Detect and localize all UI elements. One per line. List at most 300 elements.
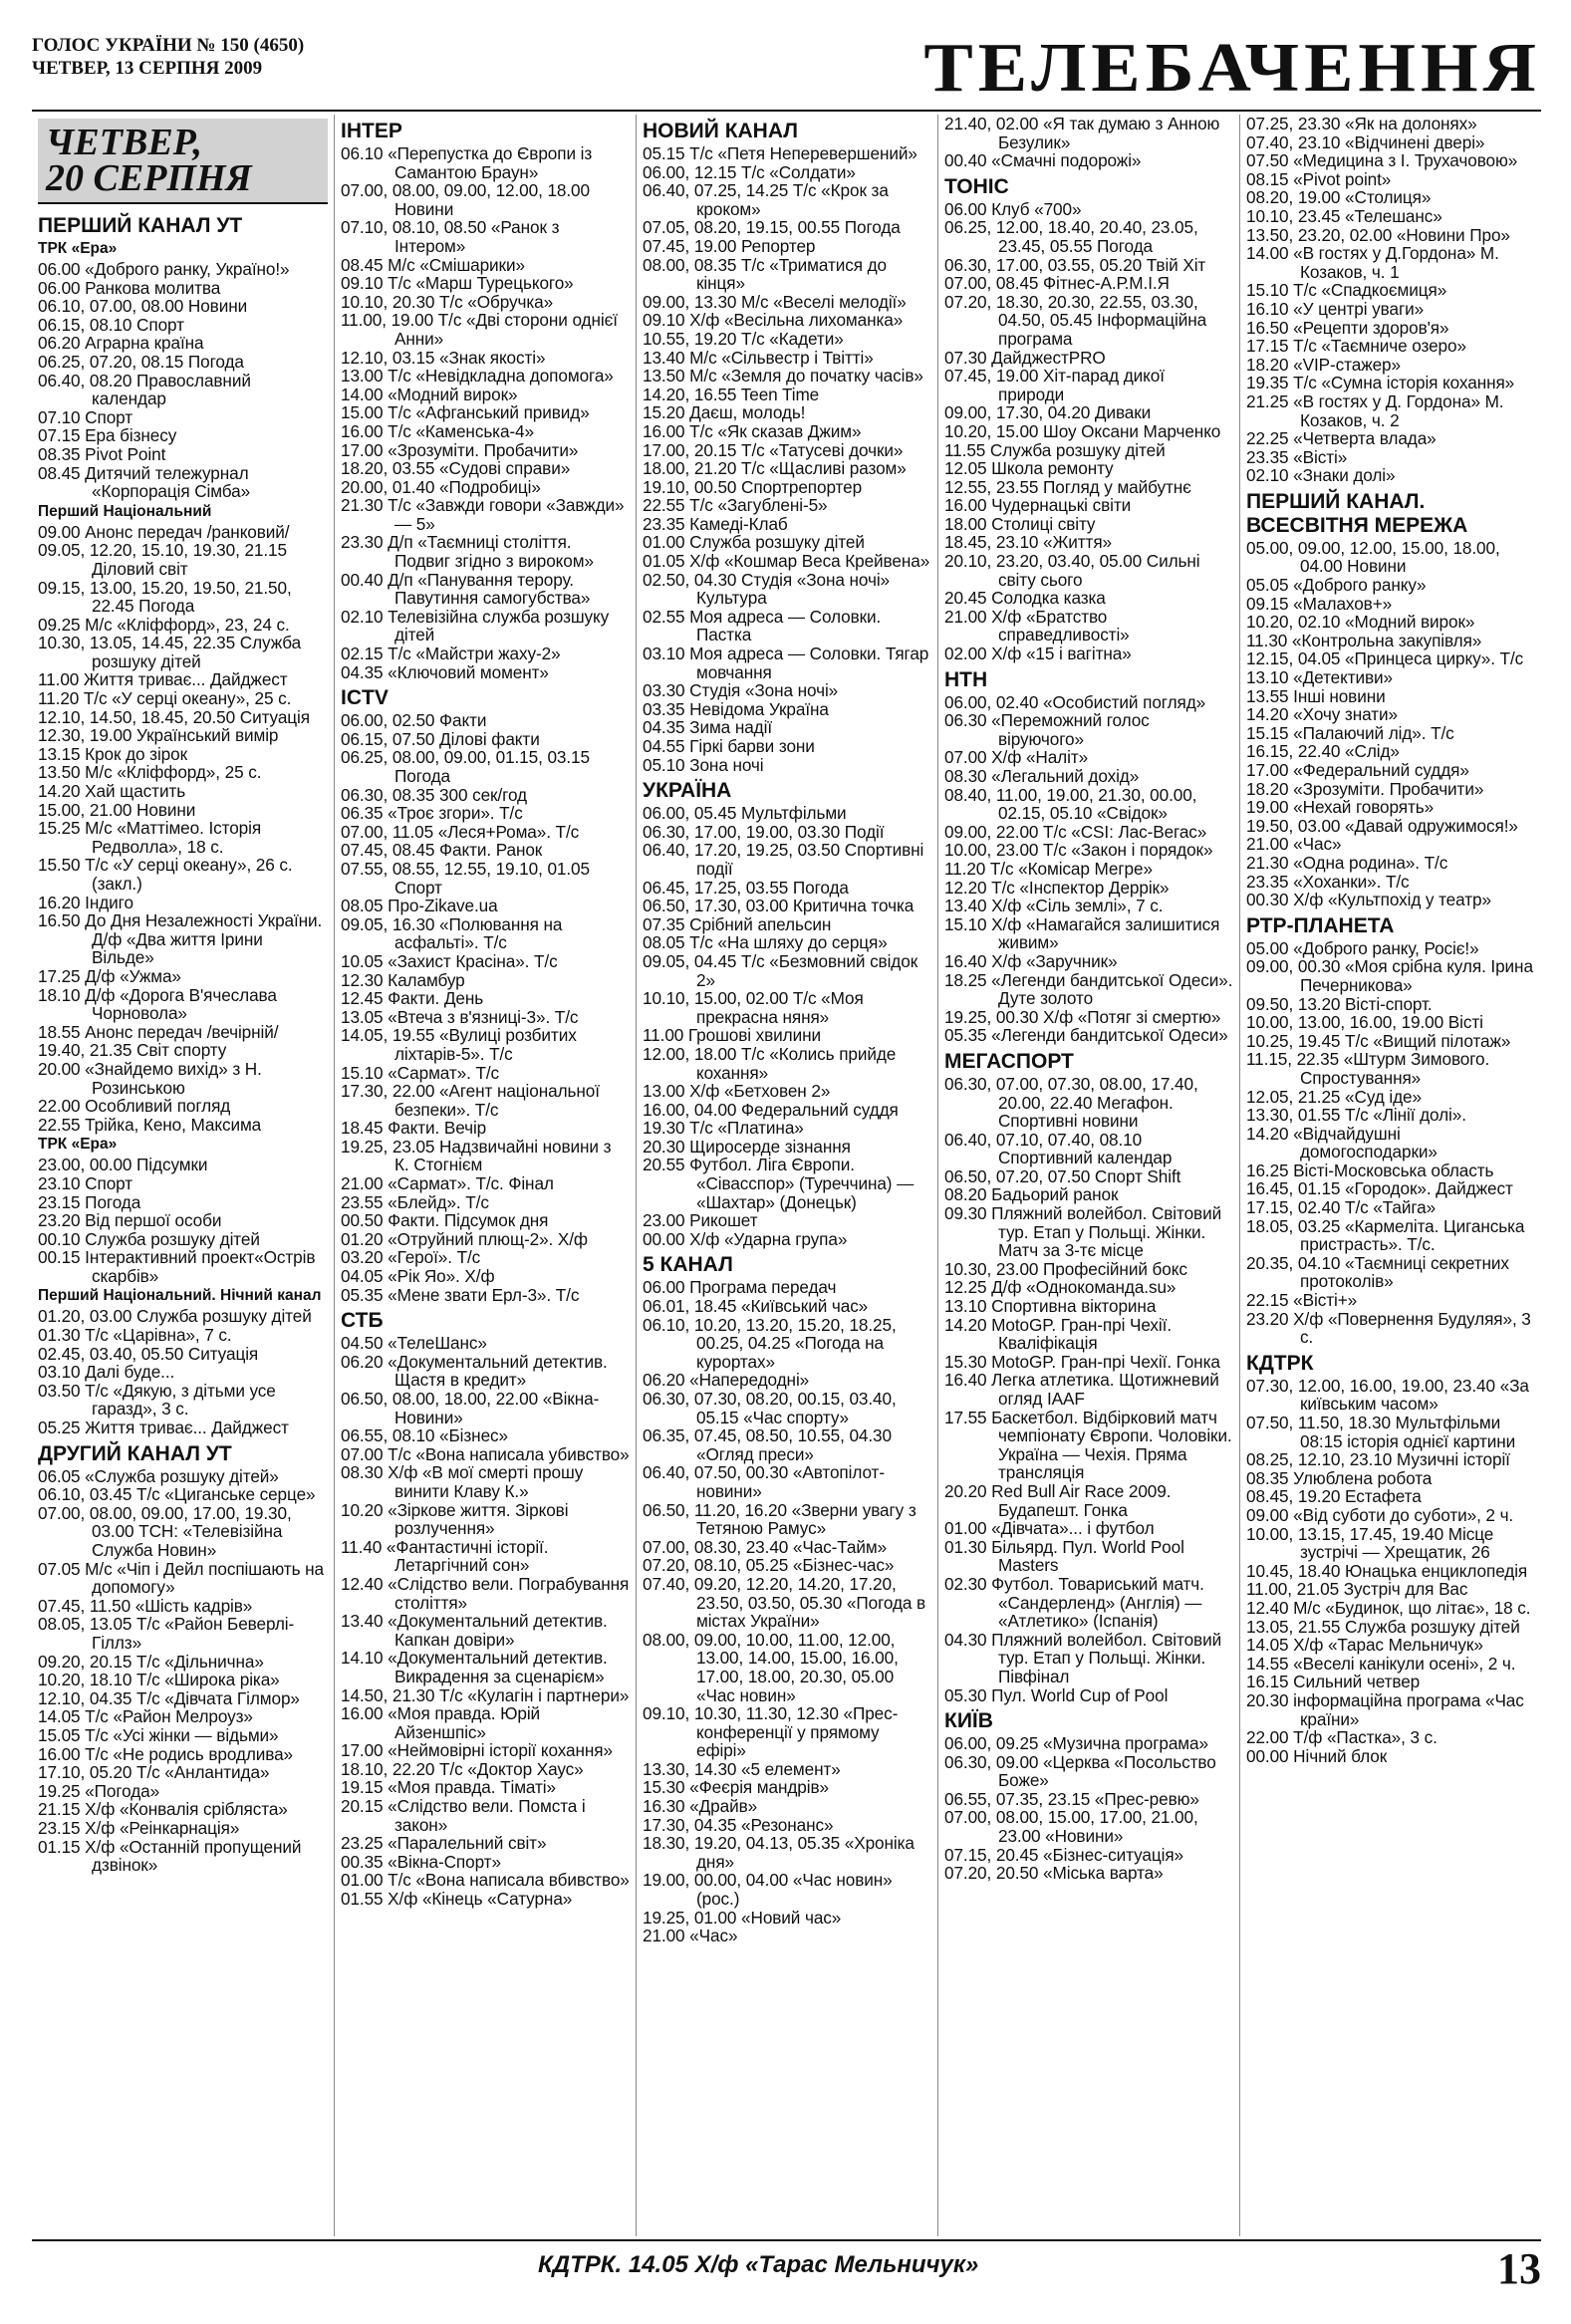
program-item: 20.35, 04.10 «Таємниці секретних протоколів»: [1246, 1252, 1509, 1292]
program-item: 12.25 Д/ф «Однокоманда.su»: [944, 1277, 1177, 1298]
program-item: 06.10 «Перепустка до Європи із Самантою Браун»: [341, 143, 593, 182]
program-item: 13.30, 01.55 Т/с «Лінії долі».: [1246, 1105, 1466, 1126]
program-item: 07.20, 18.30, 20.30, 22.55, 03.30, 04.50, 05.45 Інформаційна програма: [944, 291, 1207, 349]
program-item: 07.45, 11.50 «Шість кадрів»: [38, 1595, 253, 1616]
program-item: 02.30 Футбол. Товариський матч. «Сандерленд» (Англія) — «Атлетико» (Іспанія): [944, 1573, 1204, 1632]
program-item: 06.00 Програма передач: [643, 1277, 837, 1298]
program-item: 17.00 «Неймовірні історії кохання»: [341, 1740, 613, 1761]
program-item: 06.55, 07.35, 23.15 «Прес-ревю»: [944, 1788, 1199, 1809]
program-item: 12.55, 23.55 Погляд у майбутнє: [944, 476, 1191, 497]
program-item: 20.55 Футбол. Ліга Європи. «Сівасспор» (Туреччина) — «Шахтар» (Донецьк): [643, 1155, 915, 1212]
program-item: 02.55 Моя адреса — Соловки. Пастка: [643, 606, 882, 646]
program-item: 10.55, 19.20 Т/с «Кадети»: [643, 328, 844, 349]
program-item: 10.05 «Захист Красіна». Т/с: [341, 950, 558, 971]
program-item: 13.10 «Детективи»: [1246, 667, 1393, 688]
program-item: 18.20, 03.55 «Судові справи»: [341, 458, 571, 479]
program-item: 05.10 Зона ночі: [643, 754, 764, 775]
program-item: 12.10, 03.15 «Знак якості»: [341, 347, 546, 368]
program-item: 09.00 «Від суботи до суботи», 2 ч.: [1246, 1504, 1514, 1525]
program-item: 12.15, 04.05 «Принцеса цирку». Т/с: [1246, 648, 1524, 669]
channel-heading: УКРАЇНА: [643, 779, 732, 803]
program-item: 15.00, 21.00 Новини: [38, 799, 196, 820]
program-item: 21.30 «Одна родина». Т/с: [1246, 852, 1448, 873]
program-item: 09.15, 13.00, 15.20, 19.50, 21.50, 22.45 Погода: [38, 577, 292, 617]
program-item: 21.40, 02.00 «Я так думаю з Анною Безулик»: [944, 115, 1220, 152]
program-item: 13.00 Т/с «Невідкладна допомога»: [341, 366, 614, 387]
program-item: 10.20, 18.10 Т/с «Широка ріка»: [38, 1670, 280, 1690]
program-item: 14.50, 21.30 Т/с «Кулагін і партнери»: [341, 1684, 630, 1705]
program-item: 05.25 Життя триває... Дайджест: [38, 1418, 289, 1438]
program-item: 00.40 «Смачні подорожі»: [944, 150, 1142, 171]
program-item: 01.00 Т/с «Вона написала вбивство»: [341, 1870, 630, 1891]
program-item: 02.15 Т/с «Майстри жаху-2»: [341, 644, 561, 664]
program-item: 16.00 Чудернацькі світи: [944, 495, 1132, 516]
program-item: 10.00, 13.00, 16.00, 19.00 Вісті: [1246, 1012, 1483, 1033]
program-item: 07.00 Т/с «Вона написала убивство»: [341, 1443, 630, 1464]
program-item: 22.55 Трійка, Кено, Максима: [38, 1114, 262, 1135]
channel-heading: КДТРК: [1246, 1351, 1314, 1375]
program-item: 07.15, 20.45 «Бізнес-ситуація»: [944, 1844, 1184, 1865]
channel-heading: ПЕРШИЙ КАНАЛ УТ: [38, 214, 243, 237]
program-item: 12.45 Факти. День: [341, 988, 484, 1009]
program-item: 14.05, 19.55 «Вулиці розбитих ліхтарів-5». Т/с: [341, 1025, 577, 1064]
program-item: 05.35 «Мене звати Ерл-3». Т/с: [341, 1284, 580, 1305]
channel-heading: 5 КАНАЛ: [643, 1253, 733, 1277]
program-item: 16.25 Вісті-Московська область: [1246, 1160, 1494, 1180]
program-item: 03.20 «Герої». Т/с: [341, 1247, 481, 1268]
program-item: 10.00, 13.15, 17.45, 19.40 Місце зустрічі — Хрещатик, 26: [1246, 1523, 1494, 1563]
program-item: 18.05, 03.25 «Кармеліта. Циганська пристрасть». Т/с.: [1246, 1215, 1525, 1255]
program-item: 13.05, 21.55 Служба розшуку дітей: [1246, 1616, 1520, 1637]
program-item: 03.10 Моя адреса — Соловки. Тягар мовчання: [643, 644, 929, 682]
program-item: 12.20 Т/с «Інспектор Деррік»: [944, 877, 1170, 898]
program-item: 18.10 Д/ф «Дорога В'ячеслава Чорновола»: [38, 984, 277, 1024]
program-item: 06.15, 07.50 Ділові факти: [341, 728, 540, 749]
program-item: 13.10 Спортивна вікторина: [944, 1296, 1157, 1317]
program-item: 05.15 Т/с «Петя Неперевершений»: [643, 143, 917, 163]
program-item: 08.30 Х/ф «В мої смерті прошу винити Клаву К.»: [341, 1462, 584, 1501]
program-item: 12.40 М/с «Будинок, що літає», 18 с.: [1246, 1597, 1531, 1618]
program-item: 09.30 Пляжний волейбол. Світовий тур. Етап у Польщі. Жінки. Матч за 3-тє місце: [944, 1203, 1222, 1261]
program-item: 15.30 MotoGP. Гран-прі Чехії. Гонка: [944, 1351, 1220, 1372]
program-item: 05.05 «Доброго ранку»: [1246, 575, 1427, 596]
program-item: 06.00 Ранкова молитва: [38, 277, 221, 298]
program-item: 06.30 «Переможний голос віруючого»: [944, 710, 1150, 749]
program-item: 08.45, 19.20 Естафета: [1246, 1486, 1422, 1507]
program-item: 21.15 Х/ф «Конвалія срібляста»: [38, 1799, 288, 1820]
program-item: 16.45, 01.15 «Городок». Дайджест: [1246, 1178, 1513, 1199]
program-item: 06.00 Клуб «700»: [944, 198, 1082, 219]
program-item: 15.30 «Феєрія мандрів»: [643, 1777, 829, 1798]
program-item: 18.30, 19.20, 04.13, 05.35 «Хроніка дня»: [643, 1833, 915, 1872]
program-item: 09.00, 22.00 Т/с «CSI: Лас-Вегас»: [944, 821, 1207, 842]
program-item: 09.50, 13.20 Вісті-спорт.: [1246, 993, 1433, 1014]
program-item: 06.10, 07.00, 08.00 Новини: [38, 296, 248, 317]
program-item: 19.10, 00.50 Спортрепортер: [643, 476, 863, 497]
program-item: 00.35 «Вікна-Спорт»: [341, 1851, 501, 1872]
program-item: 14.00 «Модний вирок»: [341, 384, 518, 404]
program-item: 07.00, 11.05 «Леся+Рома». Т/с: [341, 821, 580, 842]
program-item: 19.50, 03.00 «Давай одружимося!»: [1246, 815, 1518, 836]
program-item: 00.10 Служба розшуку дітей: [38, 1228, 260, 1249]
program-item: 19.00 «Нехай говорять»: [1246, 797, 1435, 818]
program-item: 15.10 «Сармат». Т/с: [341, 1062, 500, 1083]
channel-subheading: ТРК «Ера»: [38, 240, 118, 257]
program-item: 14.20 Хай щастить: [38, 781, 186, 802]
program-item: 06.40, 17.20, 19.25, 03.50 Спортивні події: [643, 840, 924, 879]
issue-date: ЧЕТВЕР, 13 СЕРПНЯ 2009: [32, 58, 263, 79]
program-item: 18.20 «Зрозуміти. Пробачити»: [1246, 778, 1484, 799]
program-item: 07.30 ДайджестPRO: [944, 347, 1106, 368]
program-item: 15.15 «Палаючий лід». Т/с: [1246, 722, 1454, 743]
program-item: 15.50 Т/с «У серці океану», 26 с. (закл.): [38, 855, 293, 894]
program-item: 23.20 Х/ф «Повернення Будуляя», 3 с.: [1246, 1308, 1531, 1348]
program-item: 19.15 «Моя правда. Тіматі»: [341, 1777, 556, 1798]
program-item: 16.00 «Моя правда. Юрій Айзеншпіс»: [341, 1703, 541, 1742]
program-item: 04.35 «Ключовий момент»: [341, 661, 549, 682]
program-item: 20.00 «Знайдемо вихід» з Н. Розинською: [38, 1058, 262, 1098]
program-item: 18.00 Столиці світу: [944, 513, 1096, 534]
program-item: 06.10, 10.20, 13.20, 15.20, 18.25, 00.25, 04.25 «Погода на курортах»: [643, 1314, 897, 1372]
program-item: 13.00 Х/ф «Бетховен 2»: [643, 1081, 831, 1102]
program-item: 06.40, 08.20 Православний календар: [38, 370, 251, 409]
program-item: 07.45, 19.00 Репортер: [643, 235, 816, 256]
program-item: 21.00 Х/ф «Братство справедливості»: [944, 606, 1130, 646]
program-item: 17.00 «Зрозуміти. Пробачити»: [341, 439, 579, 460]
program-item: 10.10, 15.00, 02.00 Т/с «Моя прекрасна няня»: [643, 988, 864, 1027]
program-item: 09.10, 10.30, 11.30, 12.30 «Прес-конференції у прямому ефірі»: [643, 1703, 899, 1761]
channel-heading: РТР-ПЛАНЕТА: [1246, 913, 1395, 937]
masthead: [32, 30, 1541, 112]
program-item: 07.55, 08.55, 12.55, 19.10, 01.05 Спорт: [341, 858, 590, 898]
program-item: 10.25, 19.45 Т/с «Вищий пілотаж»: [1246, 1030, 1511, 1051]
program-item: 08.00, 08.35 Т/с «Триматися до кінця»: [643, 254, 887, 294]
program-item: 11.55 Служба розшуку дітей: [944, 439, 1166, 460]
program-item: 07.45, 08.45 Факти. Ранок: [341, 840, 543, 861]
program-item: 19.25, 01.00 «Новий час»: [643, 1907, 842, 1928]
program-item: 02.50, 04.30 Студія «Зона ночі» Культура: [643, 569, 891, 609]
program-item: 22.25 «Четверта влада»: [1246, 428, 1437, 449]
program-item: 16.40 Легка атлетика. Щотижневий огляд IAAF: [944, 1370, 1219, 1409]
program-item: 09.00 Анонс передач /ранковий/: [38, 521, 290, 542]
program-item: 07.40, 09.20, 12.20, 14.20, 17.20, 23.50, 03.50, 05.30 «Погода в містах України»: [643, 1573, 926, 1632]
program-item: 16.40 Х/ф «Заручник»: [944, 950, 1118, 971]
program-item: 14.20, 16.55 Teen Time: [643, 384, 820, 404]
program-item: 16.15, 22.40 «Слід»: [1246, 741, 1400, 762]
program-item: 18.00, 21.20 Т/с «Щасливі разом»: [643, 458, 907, 479]
program-item: 18.45 Факти. Вечір: [341, 1118, 487, 1139]
program-item: 11.15, 22.35 «Штурм Зимового. Спростування»: [1246, 1049, 1490, 1088]
program-item: 12.05, 21.25 «Суд іде»: [1246, 1086, 1422, 1107]
program-item: 23.35 Камеді-Клаб: [643, 513, 788, 534]
program-item: 21.00 «Сармат». Т/с. Фінал: [341, 1173, 554, 1194]
program-item: 06.45, 17.25, 03.55 Погода: [643, 877, 849, 898]
program-item: 07.00, 08.00, 09.00, 12.00, 18.00 Новини: [341, 180, 590, 219]
program-item: 08.30 «Легальний дохід»: [944, 766, 1140, 786]
footer-highlight: КДТРК. 14.05 Х/ф «Тарас Мельничук»: [538, 2251, 979, 2278]
program-item: 06.50, 07.20, 07.50 Спорт Shift: [944, 1165, 1181, 1186]
program-item: 07.25, 23.30 «Як на долонях»: [1246, 115, 1477, 133]
program-item: 16.00, 04.00 Федеральний суддя: [643, 1099, 899, 1120]
program-item: 14.20 «Хочу знати»: [1246, 704, 1398, 725]
program-item: 19.25, 23.05 Надзвичайні новини з К. Стогнієм: [341, 1136, 612, 1175]
program-item: 02.00 Х/ф «15 і вагітна»: [944, 644, 1132, 664]
section-title: ТЕЛЕБАЧЕННЯ: [923, 29, 1541, 107]
program-item: 07.00, 08.45 Фітнес-А.Р.М.І.Я: [944, 273, 1170, 294]
program-item: 11.20 Т/с «У серці океану», 25 с.: [38, 688, 292, 709]
program-item: 07.00 Х/ф «Наліт»: [944, 747, 1089, 768]
channel-heading: МЕГАСПОРТ: [944, 1049, 1074, 1073]
channel-heading: ІНТЕР: [341, 120, 402, 142]
program-item: 08.40, 11.00, 19.00, 21.30, 00.00, 02.15, 05.10 «Свідок»: [944, 784, 1197, 824]
program-item: 05.00, 09.00, 12.00, 15.00, 18.00, 04.00 Новини: [1246, 537, 1500, 577]
program-item: 13.50, 23.20, 02.00 «Новини Про»: [1246, 224, 1510, 245]
program-item: 18.10, 22.20 Т/с «Доктор Хаус»: [341, 1758, 584, 1779]
channel-heading: ПЕРШИЙ КАНАЛ. ВСЕСВІТНЯ МЕРЕЖА: [1246, 489, 1468, 537]
program-item: 11.30 «Контрольна закупівля»: [1246, 630, 1482, 650]
program-item: 16.30 «Драйв»: [643, 1796, 758, 1817]
program-item: 04.55 Гіркі барви зони: [643, 736, 815, 756]
program-item: 06.00 «Доброго ранку, Україно!»: [38, 259, 290, 279]
program-item: 12.00, 18.00 Т/с «Колись прийде кохання»: [643, 1043, 897, 1083]
program-item: 12.05 Школа ремонту: [944, 458, 1114, 479]
program-item: 07.20, 20.50 «Міська варта»: [944, 1863, 1164, 1884]
program-item: 16.00 Т/с «Як сказав Джим»: [643, 420, 862, 441]
program-item: 06.50, 11.20, 16.20 «Зверни увагу з Тетяною Рамус»: [643, 1499, 916, 1539]
program-item: 17.30, 04.35 «Резонанс»: [643, 1814, 834, 1835]
program-item: 11.00, 21.05 Зустріч для Вас: [1246, 1579, 1468, 1600]
program-item: 23.15 Х/ф «Реінкарнація»: [38, 1817, 240, 1838]
program-item: 10.30, 13.05, 14.45, 22.35 Служба розшуку дітей: [38, 633, 302, 671]
program-item: 01.20 «Отруйний плющ-2». Х/ф: [341, 1228, 588, 1249]
program-item: 22.00 Особливий погляд: [38, 1096, 231, 1117]
program-item: 20.20 Red Bull Air Race 2009. Будапешт. Гонка: [944, 1480, 1172, 1520]
program-item: 20.15 «Слідство вели. Помста і закон»: [341, 1796, 586, 1835]
program-item: 23.35 «Хоханки». Т/с: [1246, 871, 1410, 892]
program-item: 16.00 Т/с «Не родись вродлива»: [38, 1743, 294, 1764]
program-item: 17.10, 05.20 Т/с «Анлантида»: [38, 1762, 270, 1783]
program-item: 09.05, 04.45 Т/с «Безмовний свідок 2»: [643, 950, 918, 990]
program-item: 03.35 Невідома Україна: [643, 698, 829, 719]
page-footer: [32, 2239, 1541, 2301]
program-item: 04.05 «Рік Яо». Х/ф: [341, 1266, 495, 1287]
program-item: 07.35 Срібний апельсин: [643, 913, 832, 934]
program-item: 11.00 Грошові хвилини: [643, 1025, 821, 1046]
tv-schedule: [32, 115, 1541, 2236]
program-item: 06.15, 08.10 Спорт: [38, 314, 184, 335]
program-item: 21.00 «Час»: [1246, 834, 1342, 855]
program-item: 13.40 М/с «Сільвестр і Твітті»: [643, 347, 874, 368]
program-item: 19.30 Т/с «Платина»: [643, 1118, 804, 1139]
program-item: 10.10, 23.45 «Телешанс»: [1246, 205, 1442, 226]
program-item: 12.10, 14.50, 18.45, 20.50 Ситуація: [38, 706, 310, 727]
program-item: 23.35 «Вісті»: [1246, 446, 1348, 467]
program-item: 16.15 Сильний четвер: [1246, 1672, 1421, 1692]
program-item: 08.20 Бадьорий ранок: [944, 1184, 1119, 1205]
program-item: 16.50 До Дня Незалежності України. Д/ф «Два життя Ірини Вільде»: [38, 910, 323, 968]
program-item: 18.25 «Легенди бандитської Одеси». Дуте золото: [944, 969, 1233, 1009]
program-item: 23.00, 00.00 Підсумки: [38, 1155, 208, 1175]
program-item: 10.10, 20.30 Т/с «Обручка»: [341, 291, 554, 312]
program-item: 01.15 Х/ф «Останній пропущений дзвінок»: [38, 1836, 302, 1876]
program-item: 00.00 Х/ф «Ударна група»: [643, 1228, 848, 1249]
program-item: 07.50 «Медицина з І. Трухачовою»: [1246, 150, 1518, 171]
program-item: 02.45, 03.40, 05.50 Ситуація: [38, 1343, 259, 1364]
program-item: 14.00 «В гостях у Д.Гордона» М. Козаков, ч. 1: [1246, 243, 1499, 282]
program-item: 11.40 «Фантастичні історії. Летаргічний сон»: [341, 1536, 549, 1576]
program-item: 01.00 «Дівчата»... і футбол: [944, 1518, 1155, 1539]
column-5: [1239, 115, 1541, 2236]
program-item: 17.55 Баскетбол. Відбірковий матч чемпіонату Європи. Чоловіки. Україна — Чехія. Пряма трансляція: [944, 1407, 1232, 1483]
program-item: 16.00 Т/с «Каменська-4»: [341, 420, 534, 441]
program-item: 17.15, 02.40 Т/с «Тайга»: [1246, 1197, 1437, 1218]
program-item: 19.35 Т/с «Сумна історія кохання»: [1246, 373, 1515, 393]
program-item: 12.40 «Слідство вели. Пограбування століття»: [341, 1573, 630, 1613]
program-item: 07.00, 08.00, 15.00, 17.00, 21.00, 23.00 «Новини»: [944, 1807, 1198, 1847]
program-item: 16.20 Індиго: [38, 892, 133, 912]
program-item: 12.30, 19.00 Український вимір: [38, 725, 279, 746]
program-item: 06.00, 09.25 «Музична програма»: [944, 1733, 1208, 1754]
program-item: 07.40, 23.10 «Відчинені двері»: [1246, 131, 1485, 152]
page-number: 13: [1497, 2244, 1541, 2293]
program-item: 13.15 Крок до зірок: [38, 743, 188, 764]
program-item: 07.05, 08.20, 19.15, 00.55 Погода: [643, 217, 901, 238]
program-item: 06.30, 17.00, 19.00, 03.30 Події: [643, 821, 885, 842]
program-item: 01.20, 03.00 Служба розшуку дітей: [38, 1306, 312, 1327]
program-item: 06.25, 07.20, 08.15 Погода: [38, 351, 244, 372]
program-item: 09.20, 20.15 Т/с «Дільнична»: [38, 1651, 264, 1672]
program-item: 03.30 Студія «Зона ночі»: [643, 680, 839, 701]
program-item: 18.45, 23.10 «Життя»: [944, 532, 1112, 553]
program-item: 07.15 Ера бізнесу: [38, 425, 177, 446]
program-item: 04.35 Зима надії: [643, 717, 772, 738]
program-item: 06.40, 07.25, 14.25 Т/с «Крок за кроком»: [643, 180, 889, 219]
program-item: 07.20, 08.10, 05.25 «Бізнес-час»: [643, 1555, 895, 1576]
program-item: 08.20, 19.00 «Столиця»: [1246, 187, 1432, 208]
program-item: 22.15 «Вісті+»: [1246, 1290, 1358, 1311]
program-item: 15.20 Даєш, молодь!: [643, 402, 806, 423]
program-item: 06.50, 17.30, 03.00 Критична точка: [643, 896, 915, 916]
program-item: 17.25 Д/ф «Ужма»: [38, 965, 181, 986]
program-item: 06.35 «Троє згори». Т/с: [341, 803, 523, 824]
program-item: 18.55 Анонс передач /вечірній/: [38, 1021, 279, 1042]
channel-subheading: Перший Національний: [38, 502, 212, 520]
program-item: 06.00, 05.45 Мультфільми: [643, 803, 847, 824]
program-item: 06.25, 08.00, 09.00, 01.15, 03.15 Погода: [341, 747, 590, 786]
program-item: 13.40 «Документальний детектив. Капкан довіри»: [341, 1611, 608, 1650]
channel-heading: НТН: [944, 667, 988, 691]
program-item: 01.30 Більярд. Пул. World Pool Masters: [944, 1536, 1184, 1576]
program-item: 08.35 Улюблена робота: [1246, 1467, 1433, 1488]
program-item: 15.00 Т/с «Афганський привид»: [341, 402, 590, 423]
day-header: [38, 119, 328, 204]
program-item: 20.30 Щиросерде зізнання: [643, 1136, 851, 1157]
program-item: 14.20 MotoGP. Гран-прі Чехії. Кваліфікація: [944, 1314, 1172, 1354]
program-item: 23.00 Рикошет: [643, 1210, 758, 1231]
column-body: [38, 214, 328, 1875]
issue-info: [32, 34, 304, 80]
program-item: 06.00, 12.15 Т/с «Солдати»: [643, 161, 856, 182]
program-item: 06.30, 07.30, 08.20, 00.15, 03.40, 05.15 «Час спорту»: [643, 1389, 897, 1427]
program-item: 21.30 Т/с «Завжди говори «Завжди» — 5»: [341, 495, 625, 534]
program-item: 11.00, 19.00 Т/с «Дві сторони однієї Анни»: [341, 310, 618, 349]
program-item: 09.25 М/с «Кліффорд», 23, 24 с.: [38, 614, 290, 635]
program-item: 08.15 «Pivot point»: [1246, 168, 1392, 189]
program-item: 15.10 Т/с «Спадкоємиця»: [1246, 280, 1447, 301]
program-item: 11.00 Життя триває... Дайджест: [38, 669, 288, 690]
program-item: 06.10, 03.45 Т/с «Циганське серце»: [38, 1484, 316, 1505]
channel-heading: ТОНІС: [944, 174, 1009, 198]
program-item: 17.15 Т/с «Таємниче озеро»: [1246, 336, 1466, 357]
program-item: 13.55 Інші новини: [1246, 685, 1386, 706]
program-item: 16.50 «Рецепти здоров'я»: [1246, 317, 1449, 338]
program-item: 06.30, 07.00, 07.30, 08.00, 17.40, 20.00, 22.40 Мегафон. Спортивні новини: [944, 1073, 1198, 1132]
program-item: 06.05 «Служба розшуку дітей»: [38, 1465, 279, 1486]
channel-heading: НОВИЙ КАНАЛ: [643, 120, 798, 142]
program-item: 00.00 Нічний блок: [1246, 1745, 1388, 1766]
program-item: 13.30, 14.30 «5 елемент»: [643, 1758, 841, 1779]
program-item: 22.55 Т/с «Загублені-5»: [643, 495, 828, 516]
program-item: 05.00 «Доброго ранку, Росіє!»: [1246, 937, 1479, 958]
program-item: 04.30 Пляжний волейбол. Світовий тур. Етап у Польщі. Жінки. Півфінал: [944, 1629, 1222, 1686]
program-item: 03.50 Т/с «Дякую, з дітьми усе гаразд», 3 с.: [38, 1380, 276, 1420]
program-item: 20.45 Солодка казка: [944, 588, 1106, 609]
program-item: 06.40, 07.50, 00.30 «Автопілот-новини»: [643, 1462, 885, 1501]
program-item: 07.50, 11.50, 18.30 Мультфільми 08:15 історія однієї картини: [1246, 1413, 1516, 1451]
program-item: 05.30 Пул. World Cup of Pool: [944, 1684, 1169, 1705]
program-item: 08.45 Дитячий тележурнал «Корпорація Сімба»: [38, 462, 251, 502]
program-item: 10.20, 02.10 «Модний вирок»: [1246, 612, 1475, 633]
channel-heading: ICTV: [341, 686, 389, 710]
program-item: 09.05, 12.20, 15.10, 19.30, 21.15 Діловий світ: [38, 540, 287, 579]
column-body: [1246, 115, 1535, 1765]
program-item: 06.40, 07.10, 07.40, 08.10 Спортивний календар: [944, 1129, 1173, 1168]
program-item: 21.25 «В гостях у Д. Гордона» М. Козаков, ч. 2: [1246, 390, 1504, 430]
program-item: 15.05 Т/с «Усі жінки — відьми»: [38, 1724, 279, 1745]
program-item: 12.30 Каламбур: [341, 969, 465, 990]
program-item: 00.30 Х/ф «Культпохід у театр»: [1246, 890, 1491, 910]
program-item: 06.00, 02.50 Факти: [341, 710, 487, 731]
channel-subheading: Перший Національний. Нічний канал: [38, 1287, 322, 1305]
program-item: 20.00, 01.40 «Подробиці»: [341, 476, 541, 497]
program-item: 07.10 Спорт: [38, 406, 133, 427]
program-item: 13.50 М/с «Кліффорд», 25 с.: [38, 762, 262, 783]
program-item: 10.20, 15.00 Шоу Оксани Марченко: [944, 420, 1221, 441]
program-item: 09.10 Х/ф «Весільна лихоманка»: [643, 310, 904, 331]
program-item: 09.00, 13.30 М/с «Веселі мелодії»: [643, 291, 907, 312]
program-item: 10.20 «Зіркове життя. Зіркові розлучення»: [341, 1499, 569, 1539]
column-body: [341, 120, 630, 1909]
program-item: 01.55 Х/ф «Кінець «Сатурна»: [341, 1889, 573, 1910]
program-item: 06.55, 08.10 «Бізнес»: [341, 1425, 508, 1446]
program-item: 00.40 Д/п «Панування терору. Павутиння самогубства»: [341, 569, 591, 609]
program-item: 14.20 «Відчайдушні домогосподарки»: [1246, 1123, 1438, 1162]
program-item: 08.45 М/с «Смішарики»: [341, 254, 525, 275]
program-item: 15.25 М/с «Маттімео. Історія Редволла», 18 с.: [38, 818, 262, 857]
program-item: 14.05 Т/с «Район Мелроуз»: [38, 1706, 253, 1727]
channel-heading: ДРУГИЙ КАНАЛ УТ: [38, 1441, 232, 1465]
program-item: 06.50, 08.00, 18.00, 22.00 «Вікна-Новини»: [341, 1389, 600, 1427]
program-item: 10.45, 18.40 Юнацька енциклопедія: [1246, 1560, 1528, 1581]
program-item: 23.25 «Паралельний світ»: [341, 1833, 547, 1854]
program-item: 09.05, 16.30 «Полювання на асфальті». Т/с: [341, 913, 563, 953]
column-1: [32, 115, 334, 2236]
program-item: 14.05 Х/ф «Тарас Мельничук»: [1246, 1635, 1483, 1656]
column-body: [944, 115, 1233, 1883]
program-item: 00.15 Інтерактивний проект«Острів скарбів»: [38, 1247, 316, 1286]
program-item: 17.30, 22.00 «Агент національної безпеки». Т/с: [341, 1081, 600, 1120]
program-item: 06.00, 02.40 «Особистий погляд»: [944, 691, 1206, 712]
